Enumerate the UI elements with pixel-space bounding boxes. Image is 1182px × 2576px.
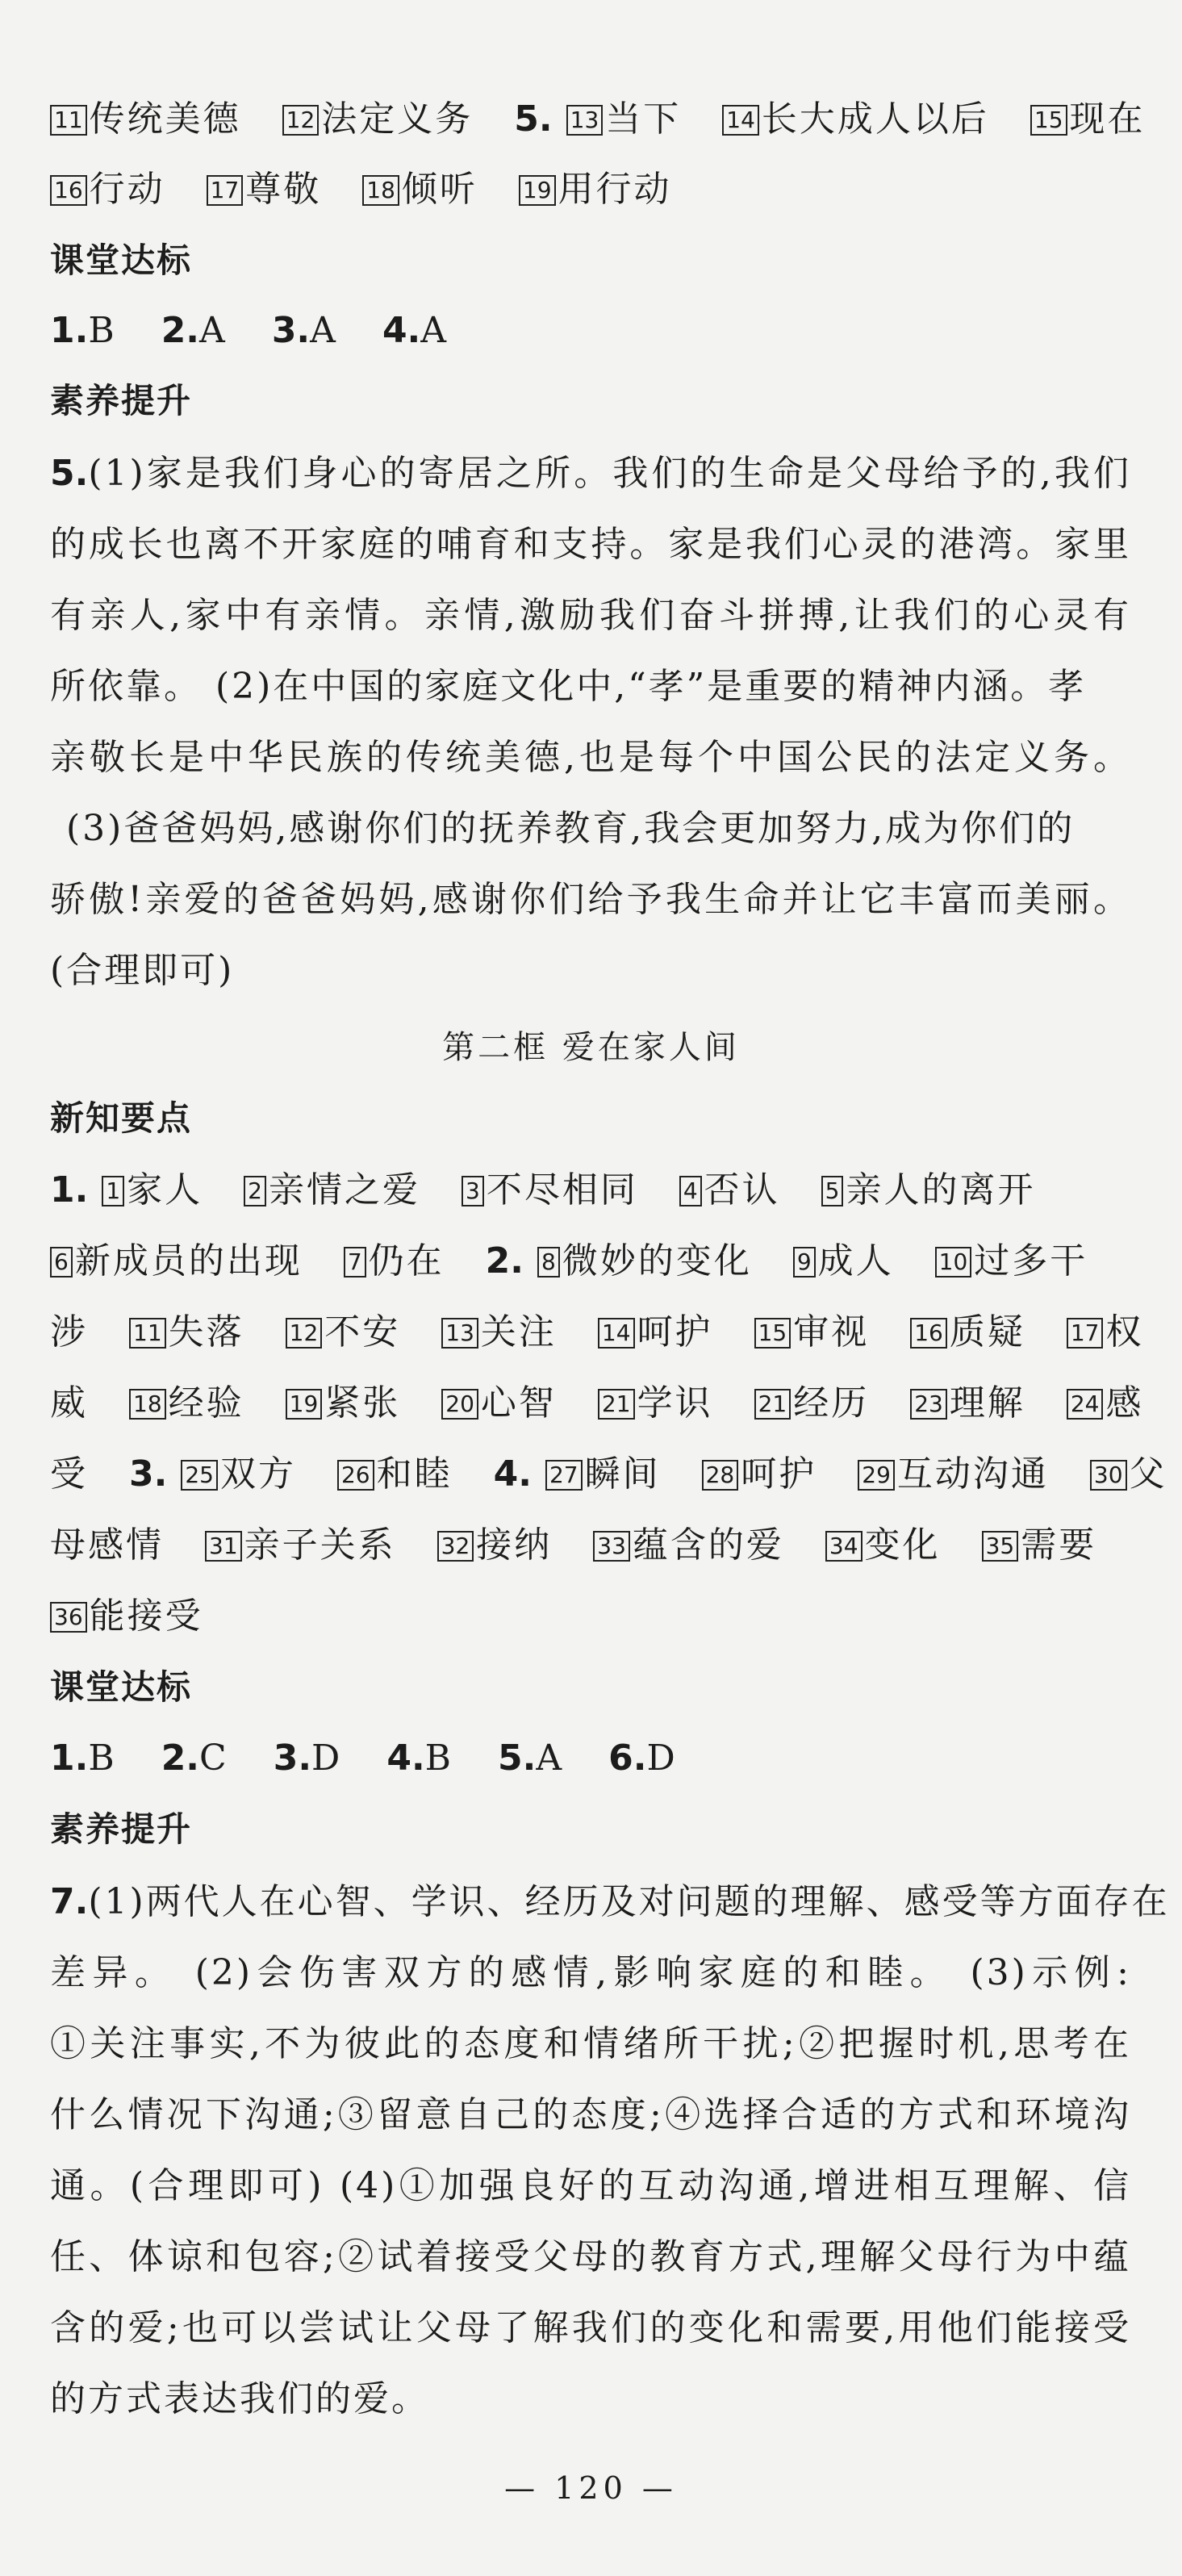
question-number: 1.: [50, 1738, 89, 1779]
answer-text: 亲情之爱: [269, 1169, 420, 1211]
answer-text: 需要: [1021, 1524, 1097, 1566]
num-box: 6: [50, 1247, 73, 1278]
mc-answers: [50, 307, 1131, 355]
paragraph-line: (3)爸爸妈妈,感谢你们的抚养教育,我会更加努力,成为你们的: [66, 808, 1075, 849]
answer-text: 失落: [168, 1311, 244, 1353]
num-box: 9: [793, 1247, 816, 1278]
answer-text: 理解: [949, 1382, 1025, 1424]
answer-line-2: [50, 165, 1131, 214]
question-number: 5.: [50, 453, 89, 494]
num-box: 4: [679, 1176, 702, 1206]
answer-text: 父: [1129, 1453, 1167, 1495]
answer-text: 仍在: [368, 1240, 445, 1282]
question-number: 2.: [161, 1738, 200, 1779]
num-box: 7: [344, 1247, 366, 1278]
num-box: 10: [935, 1247, 972, 1278]
answer-text: 权: [1105, 1311, 1144, 1353]
num-box: 27: [545, 1460, 583, 1491]
answer-text: 学识: [637, 1382, 713, 1424]
mc-answer: A: [310, 310, 338, 351]
mc-answer: A: [199, 310, 228, 351]
answer-text: 不安: [324, 1311, 401, 1353]
knowledge-line: [50, 1450, 1167, 1499]
answer-text: 关注: [480, 1311, 557, 1353]
question-number: 1.: [50, 1169, 89, 1211]
answer-text: 和睦: [376, 1453, 453, 1495]
answer-text: 经验: [168, 1382, 244, 1424]
mc-answer: A: [536, 1738, 565, 1779]
mc-answer: D: [646, 1738, 678, 1779]
section-heading: 新知要点: [50, 1098, 193, 1138]
paragraph-line: 有亲人,家中有亲情。亲情,激励我们奋斗拼搏,让我们的心灵有: [50, 595, 1131, 636]
answer-text: 涉: [50, 1311, 88, 1353]
answer-text: 否认: [704, 1169, 780, 1211]
answer-line-1: [50, 95, 1146, 144]
answer-text: 互动沟通: [896, 1453, 1049, 1495]
mc-answer: B: [88, 1738, 117, 1779]
num-box: 36: [50, 1602, 87, 1633]
answer-text: 亲子关系: [244, 1524, 396, 1566]
num-box: 34: [825, 1531, 862, 1562]
num-box: 13: [566, 105, 604, 136]
num-box: 12: [286, 1318, 323, 1349]
question-number: 1.: [50, 310, 89, 351]
knowledge-line: [50, 1592, 1131, 1641]
num-box: 3: [462, 1176, 484, 1206]
paragraph-line: 任、体谅和包容;②试着接受父母的教育方式,理解父母行为中蕴: [50, 2236, 1131, 2277]
answer-text: 呵护: [741, 1453, 817, 1495]
answer-text: 新成员的出现: [74, 1240, 303, 1282]
answer-text: 成人: [817, 1240, 894, 1282]
question-number: 5.: [514, 98, 553, 140]
num-box: 18: [362, 175, 399, 206]
paragraph-line: 骄傲!亲爱的爸爸妈妈,感谢你们给予我生命并让它丰富而美丽。: [50, 879, 1131, 920]
question-number: 3.: [129, 1453, 168, 1495]
paragraph-line: 所依靠。 (2)在中国的家庭文化中,“孝”是重要的精神内涵。孝: [50, 666, 1087, 707]
mc-answer: C: [199, 1738, 229, 1779]
paragraph-line: [50, 450, 1131, 498]
answer-text: 传统美德: [89, 98, 241, 140]
answer-text: 微妙的变化: [562, 1240, 752, 1282]
answer-text: 变化: [864, 1524, 941, 1566]
answer-text: 紧张: [324, 1382, 401, 1424]
num-box: 1: [102, 1176, 124, 1206]
question-number: 5.: [498, 1738, 537, 1779]
knowledge-line: [50, 1379, 1144, 1428]
answer-text: 行动: [89, 169, 165, 210]
paragraph-line: ①关注事实,不为彼此的态度和情绪所干扰;②把握时机,思考在: [50, 2023, 1131, 2064]
num-box: 16: [50, 175, 87, 206]
answer-text: 家人: [127, 1169, 203, 1211]
num-box: 24: [1067, 1389, 1104, 1420]
answer-text: 当下: [605, 98, 682, 140]
answer-text: 感: [1105, 1382, 1144, 1424]
knowledge-line: [50, 1308, 1144, 1357]
answer-text: 心智: [480, 1382, 557, 1424]
answer-text: 审视: [793, 1311, 870, 1353]
answer-text: 威: [50, 1382, 88, 1424]
knowledge-line: [50, 1166, 1131, 1215]
answer-text: 母感情: [50, 1524, 164, 1566]
question-number: 3.: [273, 1738, 312, 1779]
num-box: 11: [129, 1318, 166, 1349]
paragraph-line: 通。(合理即可) (4)①加强良好的互动沟通,增进相互理解、信: [50, 2165, 1131, 2206]
mc-answer: A: [420, 310, 449, 351]
section-heading: 课堂达标: [50, 240, 193, 280]
mc-answer: D: [311, 1738, 343, 1779]
mc-answer: B: [88, 310, 117, 351]
num-box: 17: [207, 175, 244, 206]
num-box: 19: [286, 1389, 323, 1420]
num-box: 35: [982, 1531, 1019, 1562]
answer-text: 经历: [793, 1382, 870, 1424]
paragraph-line: 的方式表达我们的爱。: [50, 2378, 429, 2419]
num-box: 17: [1067, 1318, 1104, 1349]
num-box: 16: [910, 1318, 947, 1349]
answer-text: 亲人的离开: [846, 1169, 1036, 1211]
section-heading: 素养提升: [50, 381, 193, 420]
num-box: 20: [441, 1389, 478, 1420]
answer-text: 法定义务: [321, 98, 474, 140]
knowledge-line: [50, 1521, 1131, 1570]
num-box: 8: [537, 1247, 560, 1278]
paragraph-line: [50, 1878, 1170, 1926]
paragraph-line: (合理即可): [50, 950, 235, 991]
paragraph-text: (1)家是我们身心的寄居之所。我们的生命是父母给予的,我们: [88, 453, 1131, 494]
answer-text: 用行动: [558, 169, 672, 210]
num-box: 31: [205, 1531, 242, 1562]
knowledge-line: [50, 1237, 1131, 1286]
section-heading: 素养提升: [50, 1809, 193, 1849]
answer-text: 不尽相同: [486, 1169, 638, 1211]
answer-text: 能接受: [89, 1595, 203, 1637]
subsection-title: 第二框 爱在家人间: [442, 1029, 740, 1066]
num-box: 30: [1090, 1460, 1127, 1491]
num-box: 14: [722, 105, 759, 136]
num-box: 14: [598, 1318, 635, 1349]
answer-text: 双方: [219, 1453, 296, 1495]
question-number: 4.: [493, 1453, 532, 1495]
answer-text: 受: [50, 1453, 88, 1495]
answer-text: 长大成人以后: [761, 98, 989, 140]
num-box: 26: [337, 1460, 374, 1491]
paragraph-line: 什么情况下沟通;③留意自己的态度;④选择合适的方式和环境沟: [50, 2094, 1131, 2135]
question-number: 3.: [271, 310, 311, 351]
num-box: 21: [598, 1389, 635, 1420]
num-box: 13: [441, 1318, 478, 1349]
question-number: 2.: [161, 310, 200, 351]
paragraph-line: 的成长也离不开家庭的哺育和支持。家是我们心灵的港湾。家里: [50, 524, 1131, 565]
num-box: 15: [1030, 105, 1067, 136]
num-box: 33: [593, 1531, 630, 1562]
question-number: 6.: [608, 1738, 647, 1779]
num-box: 15: [754, 1318, 791, 1349]
answer-text: 质疑: [949, 1311, 1025, 1353]
num-box: 21: [754, 1389, 791, 1420]
num-box: 12: [282, 105, 320, 136]
answer-text: 瞬间: [584, 1453, 661, 1495]
answer-text: 倾听: [401, 169, 478, 210]
num-box: 29: [858, 1460, 895, 1491]
answer-text: 尊敬: [245, 169, 322, 210]
paragraph-line: 含的爱;也可以尝试让父母了解我们的变化和需要,用他们能接受: [50, 2307, 1131, 2348]
num-box: 23: [910, 1389, 947, 1420]
num-box: 5: [821, 1176, 844, 1206]
num-box: 2: [244, 1176, 266, 1206]
question-number: 4.: [382, 310, 421, 351]
question-number: 7.: [50, 1881, 89, 1922]
num-box: 19: [519, 175, 556, 206]
num-box: 25: [181, 1460, 218, 1491]
answer-text: 过多干: [974, 1240, 1088, 1282]
question-number: 2.: [485, 1240, 524, 1282]
num-box: 28: [702, 1460, 739, 1491]
paragraph-line: 亲敬长是中华民族的传统美德,也是每个中国公民的法定义务。: [50, 737, 1131, 778]
mc-answers: [50, 1734, 1131, 1783]
paragraph-text: (1)两代人在心智、学识、经历及对问题的理解、感受等方面存在: [88, 1881, 1170, 1922]
page-number: — 120 —: [504, 2470, 678, 2506]
answer-text: 现在: [1069, 98, 1146, 140]
section-heading: 课堂达标: [50, 1667, 193, 1707]
num-box: 11: [50, 105, 87, 136]
num-box: 18: [129, 1389, 166, 1420]
mc-answer: B: [424, 1738, 454, 1779]
answer-text: 蕴含的爱: [632, 1524, 784, 1566]
question-number: 4.: [386, 1738, 425, 1779]
answer-text: 呵护: [637, 1311, 713, 1353]
paragraph-line: 差异。 (2)会伤害双方的感情,影响家庭的和睦。 (3)示例:: [50, 1952, 1131, 1993]
answer-text: 接纳: [476, 1524, 553, 1566]
num-box: 32: [437, 1531, 474, 1562]
